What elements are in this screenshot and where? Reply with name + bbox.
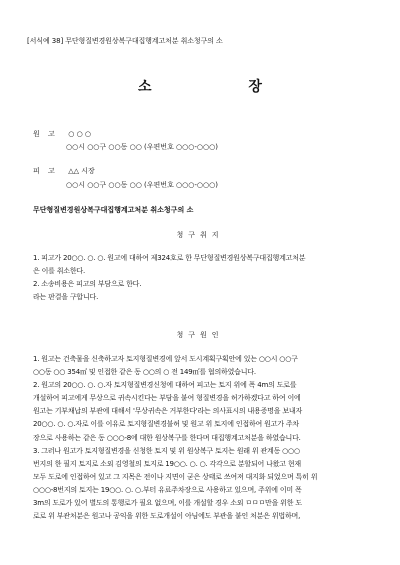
reason-line: 20○○. ○. ○.자로 이를 이유로 토지형질변경불허 및 원고 위 토지에 인접하여 원고가 주차 [33,420,299,429]
reason-line: 3m의 도로가 있어 별도의 통행로가 필요 없으며, 이를 개설할 경우 소외 ㅁㅁㅁ만을 위한 도 [33,499,302,508]
claim-line: 은 이를 취소한다. [33,267,86,276]
reason-line: 로로 위 부관처분은 원고나 공익을 위한 도로개설이 아님에도 부관을 붙인 처분은 위법하며, [33,512,301,521]
case-title: 무단형질변경원상복구대집행계고처분 취소청구의 소 [33,206,194,214]
plaintiff-label: 원 고 [33,130,58,138]
reason-line: 장으로 사용하는 같은 동 ○○○-8에 대한 원상복구를 한다며 대집행계고처분을 하였습니다. [33,433,301,442]
claim-line: 1. 피고가 20○○. ○. ○. 원고에 대하여 제324호로 한 무단형질변경원상복구대집행계고처분 [33,254,306,262]
reason-line: ○○○-8번지의 토지는 19○○. ○. ○.부터 유료주차장으로 사용하고 있으며, 주위에 이미 폭 [33,485,302,494]
reason-line: 1. 원고는 건축물을 신축하고자 토지형질변경에 앞서 도시계획구획안에 있는 ○○시 ○○구 [33,355,298,363]
reason-line: 모두 도로에 인접하여 있고 그 지목은 전이나 지면이 굳은 상태로 쓰여져 대지화 되었으며 특히 위 [33,472,318,481]
claim-line: 2. 소송비용은 피고의 부담으로 한다. [33,280,142,289]
reason-line: 개설하여 피고에게 무상으로 귀속시킨다는 부담을 붙여 형질변경을 허가하겠다고 하여 이에 [33,394,301,403]
defendant-label: 피 고 [33,167,58,175]
claim-line: 라는 판결을 구합니다. [33,293,99,302]
plaintiff-row [33,129,91,139]
plaintiff-address: ○○시 ○○구 ○○동 ○○ (우편번호 ○○○-○○○) [66,143,218,151]
reason-heading: 청구원인 [176,331,224,339]
document-title: 소 장 [138,79,308,95]
form-label: [서식예 38] 무단형질변경원상복구대집행계고처분 취소청구의 소 [27,37,223,45]
defendant-name: △△ 시장 [68,167,95,175]
reason-line: 원고는 기부채납의 부관에 대해서 '무상귀속은 거부한다'라는 의사표시의 내용증명을 보내자 [33,407,303,416]
claim-body [33,252,368,304]
claim-heading: 청구취지 [176,231,224,239]
reason-line: 번지의 한 필지 토지로 소외 김영철의 토지로 19○○. ○. ○. 각각으로 분할되어 나왔고 현재 [33,459,301,468]
reason-line: ○○동 ○○ 354㎡ 및 인접한 같은 동 ○○의 ○ 전 149㎡를 협의하였습니다. [33,368,256,377]
defendant-address: ○○시 ○○구 ○○동 ○○ (우편번호 ○○○-○○○) [66,181,218,189]
reason-body [33,353,368,523]
reason-line: 2. 원고의 20○○. ○. ○.자 토지형질변경신청에 대하여 피고는 토지 위에 폭 4m의 도로를 [33,381,297,390]
reason-line: 3. 그러나 원고가 토지형질변경을 신청한 토지 및 위 원상복구 토지는 원래 위 관계동 ○○○ [33,446,300,455]
plaintiff-name: ○ ○ ○ [68,130,92,138]
defendant-row [33,166,95,176]
